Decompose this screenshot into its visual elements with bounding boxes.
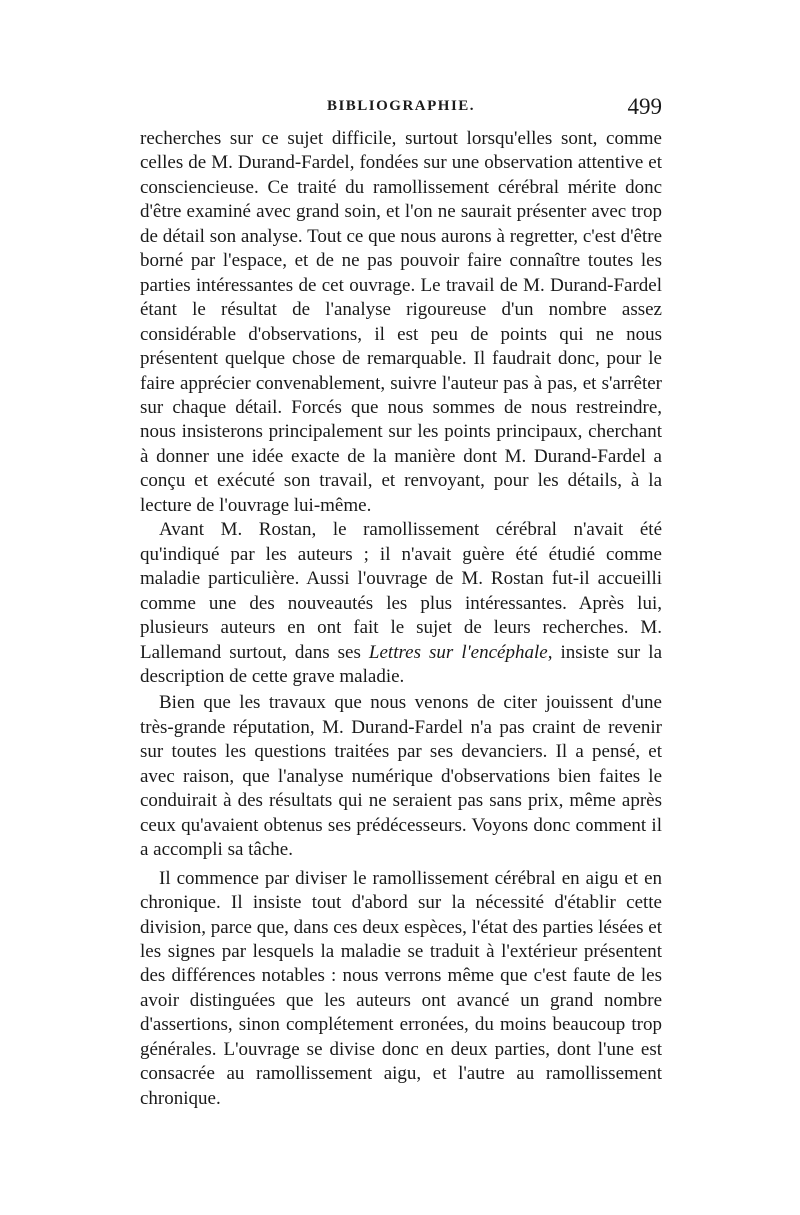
page-number: 499 [627,94,662,119]
paragraph-rostan [140,518,662,689]
book-title-italic: Lettres sur l'encéphale [368,641,548,663]
paragraph-reputation: Bien que les travaux que nous venons de citer jouissent d'une très-grande réputation, M. Durand-Fardel n'a pas craint de revenir sur toutes les questions traitées par ses devanciers. Il a pensé, et avec raison, que l'analyse numérique d'observations bien faites le conduirait à des résultats qui ne seraient pas sans prix, même après ceux qu'avaient obtenus ses prédécesseurs. Voyons donc comment il a accompli sa tâche. [140,692,662,861]
paragraph-rostan-text: Avant M. Rostan, le ramollissement cérébral n'avait été qu'indiqué par les auteurs ; il n'avait guère été étudié comme maladie particulière. Aussi l'ouvrage de M. Rostan fut-il accueilli comme une des nouveautés les plus intéressantes. Après lui, plusieurs auteurs en ont fait le sujet de leurs recherches. M. Lallemand surtout, dans ses [140,519,662,663]
paragraph-rostan-text-end: , insiste sur la description de cette grave maladie. [140,641,662,687]
running-title: BIBLIOGRAPHIE. [326,98,476,114]
paragraph-continued: recherches sur ce sujet difficile, surtout lorsqu'elles sont, comme celles de M. Durand-Fardel, fondées sur une observation attentive et consciencieuse. Ce traité du ramollissement cérébral mérite donc d'être examiné avec grand soin, et l'on ne saurait présenter avec trop de détail son analyse. Tout ce que nous aurons à regretter, c'est d'être borné par l'espace, et de ne pas pouvoir faire connaître toutes les parties intéressantes de cet ouvrage. Le travail de M. Durand-Fardel étant le résultat de l'analyse rigoureuse d'un nombre assez considérable d'observations, il est peu de points qui ne nous présentent quelque chose de remarquable. Il faudrait donc, pour le faire apprécier convenablement, suivre l'auteur pas à pas, et s'arrêter sur chaque détail. Forcés que nous sommes de nous restreindre, nous insisterons principalement sur les points principaux, cherchant à donner une idée exacte de la manière dont M. Durand-Fardel a conçu et exécuté son travail, et renvoyant, pour les détails, à la lecture de l'ouvrage lui-même. [140,128,662,516]
body-text [140,127,662,1111]
paragraph-division: Il commence par diviser le ramollissement cérébral en aigu et en chronique. Il insiste tout d'abord sur la nécessité d'établir cette division, parce que, dans ces deux espèces, l'état des parties lésées et les signes par lesquels la maladie se traduit à l'extérieur présentent des différences notables : nous verrons même que c'est faute de les avoir distinguées que les auteurs ont avancé un grand nombre d'assertions, sinon complétement erronées, du moins beaucoup trop générales. L'ouvrage se divise donc en deux parties, dont l'une est consacrée au ramollissement aigu, et l'autre au ramollissement chronique. [140,867,662,1109]
running-head [140,94,662,124]
